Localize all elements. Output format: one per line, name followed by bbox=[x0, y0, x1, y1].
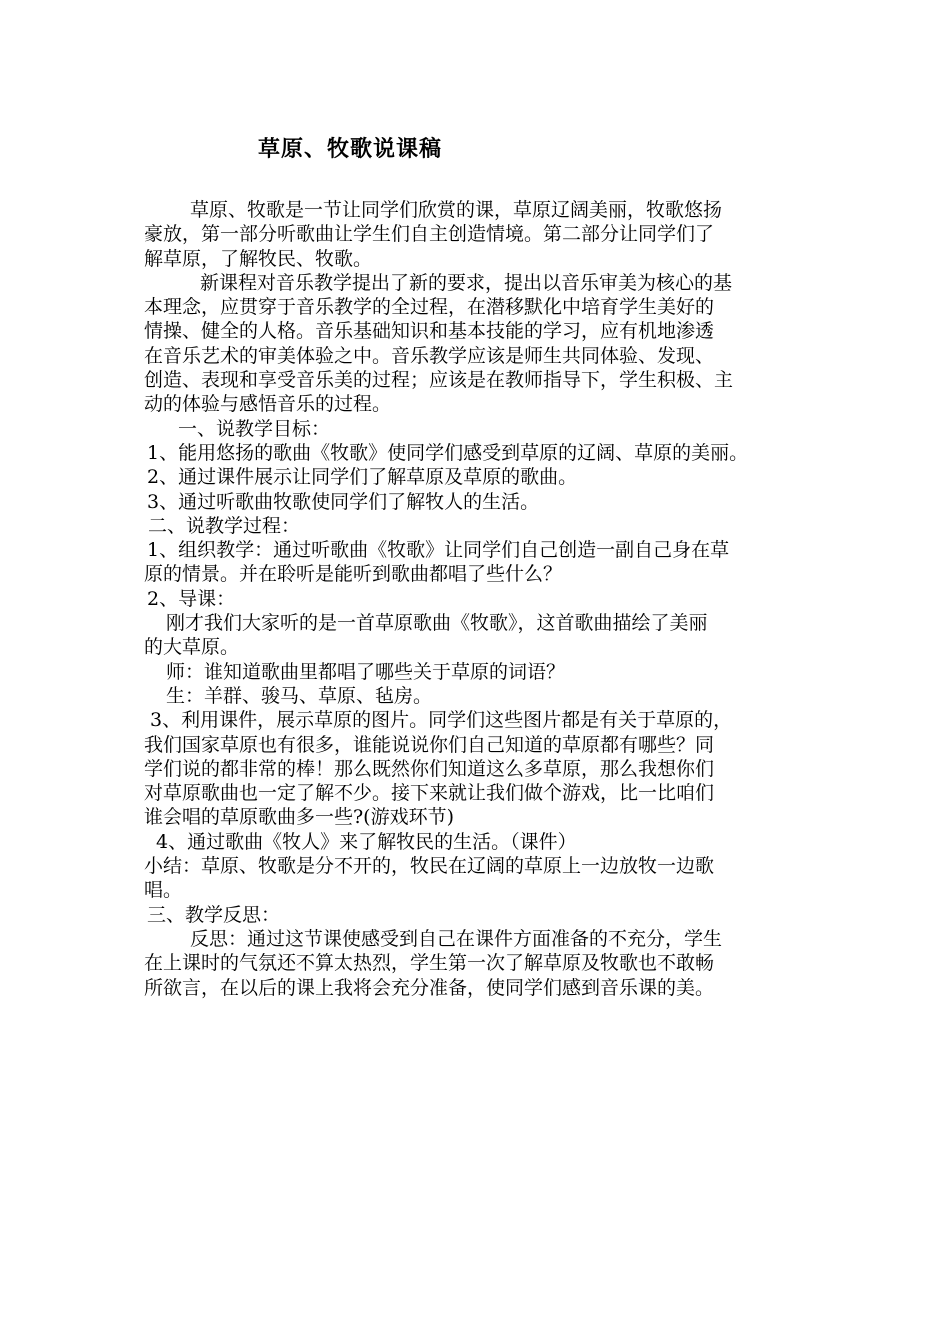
paragraph-line: 对草原歌曲也一定了解不少。接下来就让我们做个游戏，比一比咱们 bbox=[144, 782, 715, 805]
paragraph-line: 在音乐艺术的审美体验之中。音乐教学应该是师生共同体验、发现、 bbox=[144, 344, 715, 367]
list-item: 3、通过听歌曲牧歌使同学们了解牧人的生活。 bbox=[147, 490, 540, 513]
document-body bbox=[144, 198, 816, 1000]
paragraph-line: 刚才我们大家听的是一首草原歌曲《牧歌》，这首歌曲描绘了美丽 bbox=[166, 612, 708, 635]
list-item: 4、通过歌曲《牧人》来了解牧民的生活。（课件） bbox=[156, 830, 577, 853]
paragraph-line: 我们国家草原也有很多，谁能说说你们自己知道的草原都有哪些？同 bbox=[144, 733, 715, 756]
dialogue-line: 生：羊群、骏马、草原、毡房。 bbox=[166, 684, 433, 707]
section-heading: 二、说教学过程： bbox=[148, 514, 301, 537]
paragraph-line: 新课程对音乐教学提出了新的要求，提出以音乐审美为核心的基 bbox=[162, 271, 733, 294]
paragraph-line: 创造、表现和享受音乐美的过程；应该是在教师指导下，学生积极、主 bbox=[144, 369, 734, 392]
list-item: 2、通过课件展示让同学们了解草原及草原的歌曲。 bbox=[147, 466, 578, 489]
paragraph-line: 情操、健全的人格。音乐基础知识和基本技能的学习，应有机地渗透 bbox=[144, 320, 715, 343]
paragraph-line: 草原、牧歌是一节让同学们欣赏的课，草原辽阔美丽，牧歌悠扬 bbox=[152, 199, 723, 221]
list-item: 3、利用课件，展示草原的图片。同学们这些图片都是有关于草原的， bbox=[150, 709, 733, 732]
paragraph-line: 在上课时的气氛还不算太热烈，学生第一次了解草原及牧歌也不敢畅 bbox=[144, 952, 715, 975]
paragraph-line: 学们说的都非常的棒！那么既然你们知道这么多草原，那么我想你们 bbox=[144, 757, 715, 780]
list-item: 1、组织教学：通过听歌曲《牧歌》让同学们自己创造一副自己身在草 bbox=[147, 539, 730, 562]
paragraph-line: 动的体验与感悟音乐的过程。 bbox=[144, 393, 392, 416]
paragraph-line: 原的情景。并在聆听是能听到歌曲都唱了些什么？ bbox=[144, 563, 563, 586]
paragraph-line: 豪放，第一部分听歌曲让学生们自主创造情境。第二部分让同学们了 bbox=[144, 223, 715, 246]
paragraph-line: 谁会唱的草原歌曲多一些?(游戏环节) bbox=[144, 806, 455, 829]
list-item: 1、能用悠扬的歌曲《牧歌》使同学们感受到草原的辽阔、草原的美丽。 bbox=[147, 441, 749, 464]
list-item: 2、导课： bbox=[147, 587, 236, 610]
document-title: 草原、牧歌说课稿 bbox=[258, 136, 443, 162]
paragraph-line: 所欲言，在以后的课上我将会充分准备，使同学们感到音乐课的美。 bbox=[144, 976, 715, 999]
section-heading: 三、教学反思： bbox=[147, 903, 281, 926]
paragraph-line: 解草原，了解牧民、牧歌。 bbox=[144, 247, 373, 270]
paragraph-line: 本理念，应贯穿于音乐教学的全过程，在潜移默化中培育学生美好的 bbox=[144, 296, 715, 319]
paragraph-line: 唱。 bbox=[144, 879, 183, 902]
paragraph-line: 的大草原。 bbox=[144, 636, 240, 659]
paragraph-line: 反思：通过这节课使感受到自己在课件方面准备的不充分，学生 bbox=[152, 927, 723, 950]
section-heading: 一、说教学目标： bbox=[159, 417, 331, 440]
dialogue-line: 师：谁知道歌曲里都唱了哪些关于草原的词语？ bbox=[166, 660, 566, 683]
paragraph-line: 小结：草原、牧歌是分不开的，牧民在辽阔的草原上一边放牧一边歌 bbox=[144, 855, 715, 878]
